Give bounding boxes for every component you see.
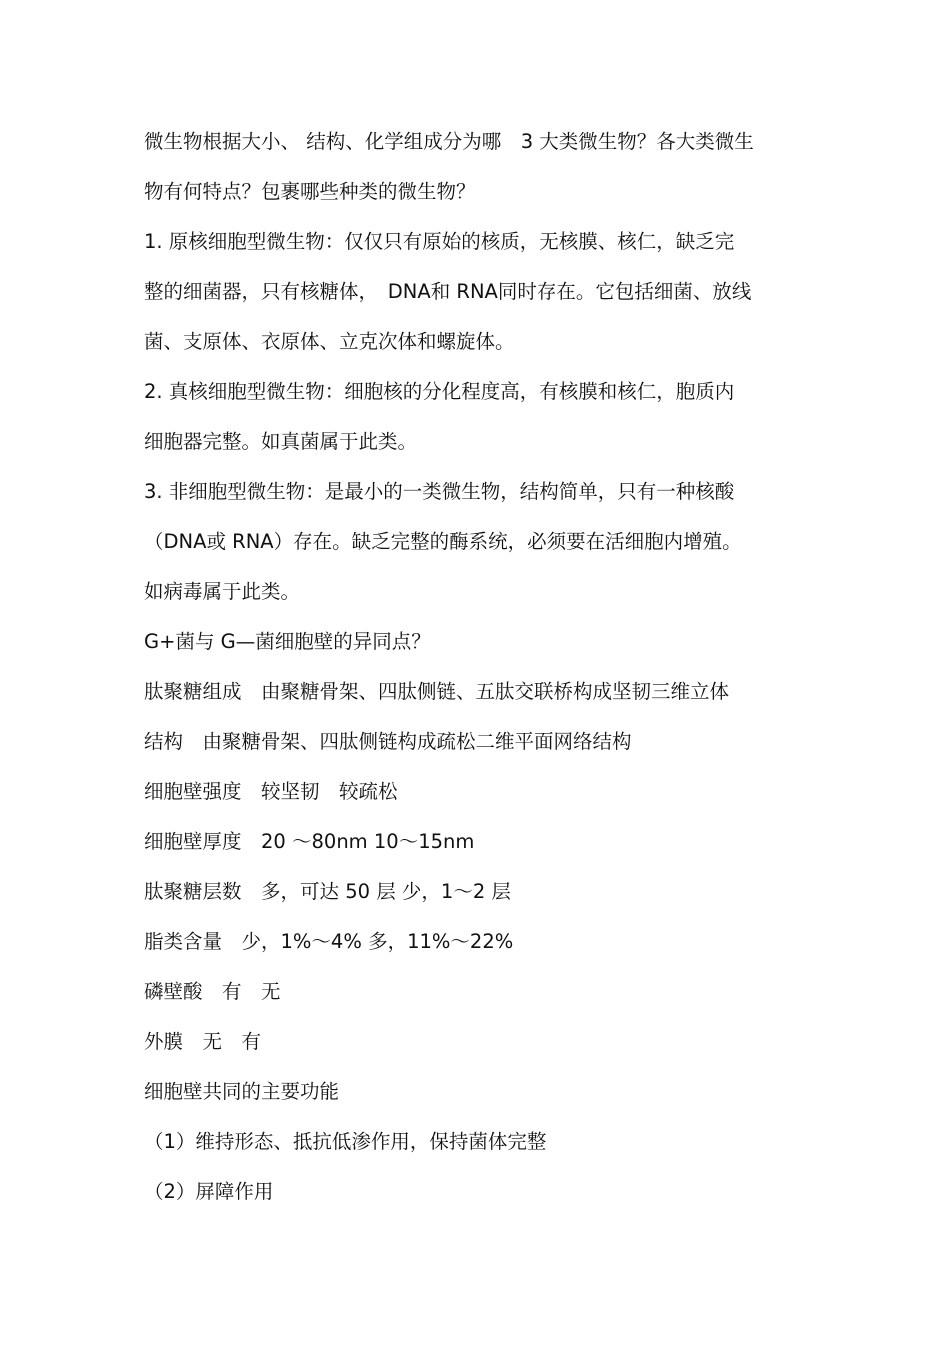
comparison-wall-thickness: 细胞壁厚度 20 ～80nm 10～15nm <box>144 830 475 853</box>
comparison-lipid-content: 脂类含量 少，1%～4% 多，11%～22% <box>144 930 514 953</box>
function-item-1: （1）维持形态、抵抗低渗作用，保持菌体完整 <box>144 1130 547 1153</box>
comparison-structure: 结构 由聚糖骨架、四肽侧链构成疏松二维平面网络结构 <box>144 730 632 753</box>
eukaryotic-line-2: 细胞器完整。如真菌属于此类。 <box>144 430 418 453</box>
comparison-outer-membrane: 外膜 无 有 <box>144 1030 262 1053</box>
acellular-line-3: 如病毒属于此类。 <box>144 580 301 603</box>
question-three-categories-line-1: 微生物根据大小、 结构、化学组成分为哪 3 大类微生物？各大类微生 <box>144 130 754 153</box>
comparison-teichoic-acid: 磷壁酸 有 无 <box>144 980 281 1003</box>
cell-wall-functions-heading: 细胞壁共同的主要功能 <box>144 1080 340 1103</box>
question-three-categories-line-2: 物有何特点？包裹哪些种类的微生物？ <box>144 180 476 203</box>
prokaryotic-line-3: 菌、支原体、衣原体、立克次体和螺旋体。 <box>144 330 515 353</box>
eukaryotic-line-1: 2. 真核细胞型微生物：细胞核的分化程度高，有核膜和核仁，胞质内 <box>144 380 735 403</box>
prokaryotic-line-2: 整的细菌器，只有核糖体， DNA和 RNA同时存在。它包括细菌、放线 <box>144 280 752 303</box>
question-cell-wall-comparison: G+菌与 G—菌细胞壁的异同点？ <box>144 630 431 653</box>
acellular-line-1: 3. 非细胞型微生物：是最小的一类微生物，结构简单，只有一种核酸 <box>144 480 735 503</box>
comparison-peptidoglycan-layers: 肽聚糖层数 多，可达 50 层 少，1～2 层 <box>144 880 511 903</box>
comparison-wall-strength: 细胞壁强度 较坚韧 较疏松 <box>144 780 398 803</box>
comparison-peptidoglycan-composition: 肽聚糖组成 由聚糖骨架、四肽侧链、五肽交联桥构成坚韧三维立体 <box>144 680 730 703</box>
prokaryotic-line-1: 1. 原核细胞型微生物：仅仅只有原始的核质，无核膜、核仁，缺乏完 <box>144 230 735 253</box>
function-item-2: （2）屏障作用 <box>144 1180 274 1203</box>
acellular-line-2: （DNA或 RNA）存在。缺乏完整的酶系统，必须要在活细胞内增殖。 <box>144 530 742 553</box>
